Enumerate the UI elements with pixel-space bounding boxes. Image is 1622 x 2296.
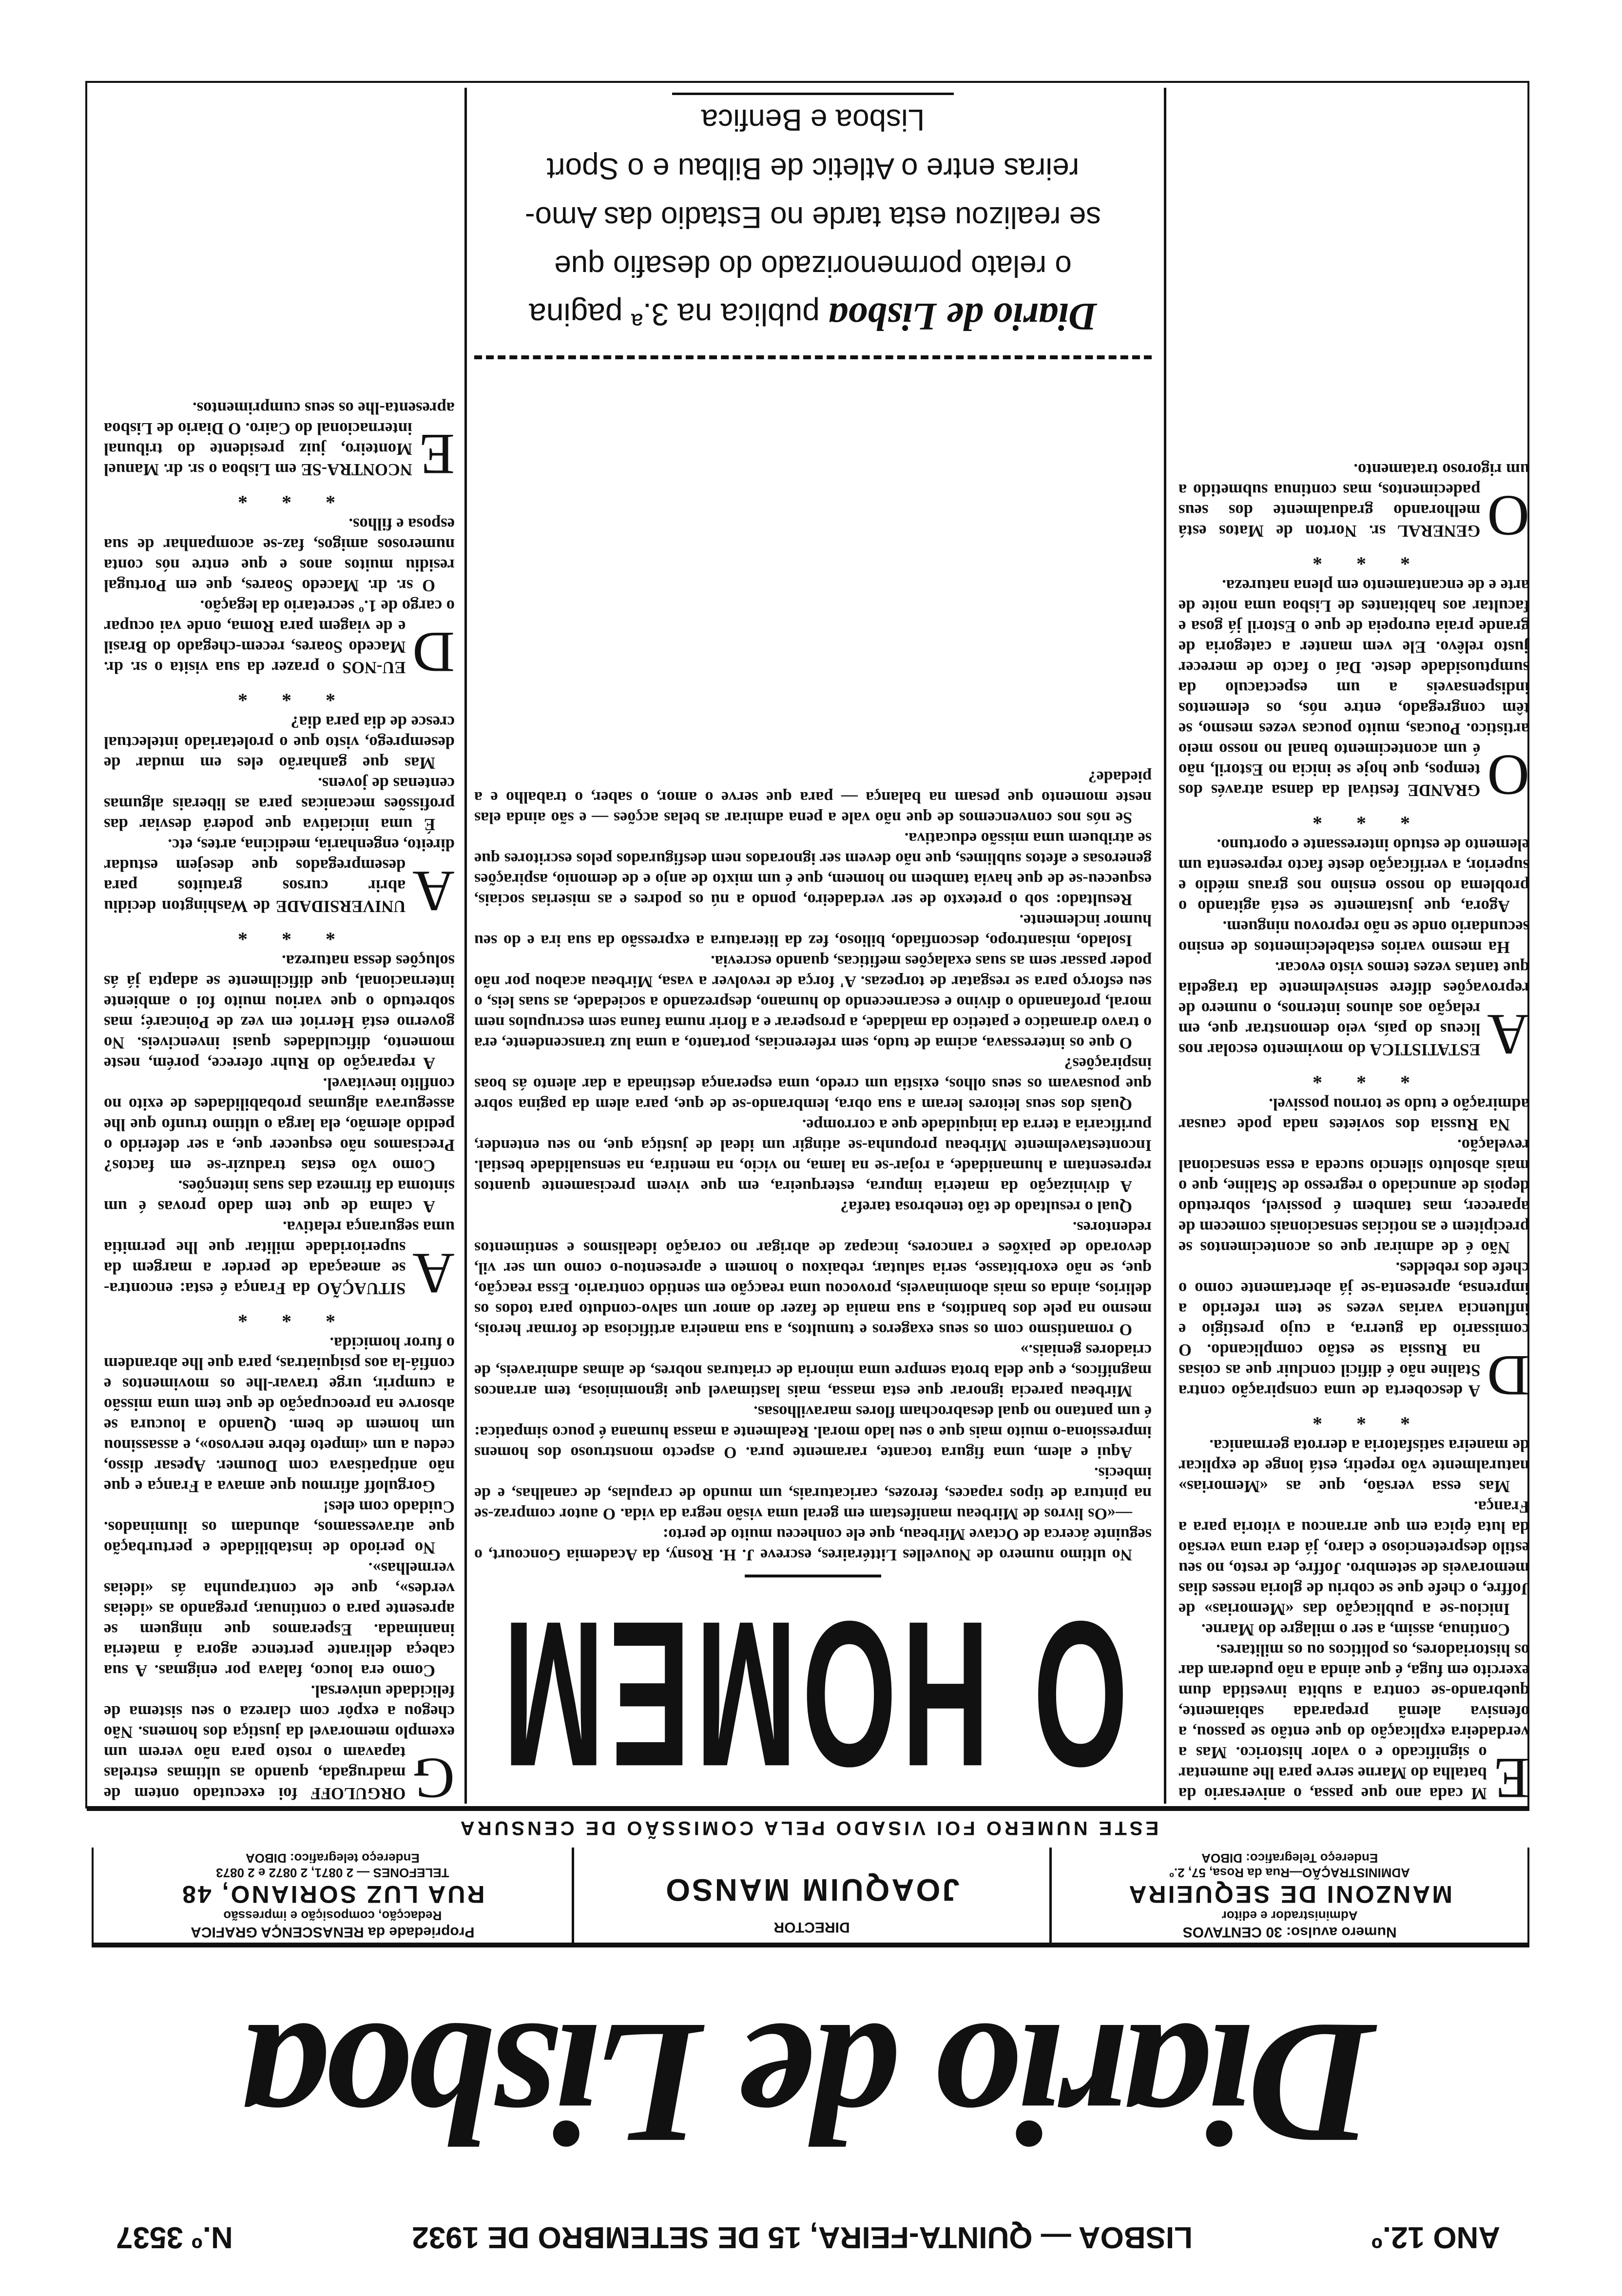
admin-address: ADMINISTRAÇÃO—Rua da Rosa, 57, 2.º [1169, 1866, 1410, 1880]
news-item-paragraph: A reparação do Ruhr oferece, porém, neste momento, dificuldades quasi invenciveis. No governo está Herriot em vez de Poincaré; mas sobretudo o que variou muito foi o ambiente internacional, que dificilmente se adapta já ás soluções dessa natureza. [104, 952, 455, 1072]
price-label: Numero avulso: 30 CENTAVOS [1182, 1924, 1397, 1940]
info-bar [92, 1848, 1529, 1947]
news-item-lead: EM cada ano que passa, o aniversario da batalha do Marne serve para lhe aumentar o significado e o valor historico. Mas a verdadeira explicação do que então se passou, a ofensiva alemã preparada sabiamente, quebrando-se contra a subita investida dum exercito em fuga, é que ainda a não puderam dar os historiadores, os politicos ou os militares. [1178, 1641, 1529, 1811]
sports-section [474, 93, 1152, 359]
telegraph-address: Endereço telegrafico: DIBOA [245, 1851, 420, 1866]
issue-number: N.º 3537 [116, 2220, 233, 2255]
owner-label: Propriedade da RENASCENÇA GRAFICA [191, 1924, 475, 1940]
telegraph-address: Endereço Telegrafico: DIBOA [1201, 1851, 1378, 1866]
info-director [572, 1848, 1050, 1943]
director-name: JOAQUIM MANSO [664, 1872, 960, 1907]
news-item-lead: ASITUAÇÃO da França é esta: encontra-se ameaçada de perder a margem da superioridade militar que lhe permitia uma segurança relativa. [104, 1218, 455, 1306]
sports-line: publica na 3.ª pagina [529, 297, 820, 332]
section-separator: * * * [1298, 1407, 1410, 1429]
column-divider [464, 88, 467, 1804]
article-paragraph: Mirbeau parecia ignorar que esta massa, mais lastimavel que ignominiosa, tem arrancos magnificos, e que dela brota sempre uma minoria de criaturas nobres, de almas admiraveis, de criadores geniais.» [474, 1341, 1152, 1400]
news-item-lead: DA descoberta de uma conspiração contra Staline não é dificil concluir que as coisas na Russia se estão complicando. O comissario da guerra, a cujo prestigio e influencia varias vezes se tem referido a imprensa, apresenta-se já abertamente como o chefe dos rebeldes. [1178, 1259, 1529, 1408]
office-address: RUA LUZ SORIANO, 48 [180, 1881, 485, 1908]
article-paragraph: O romantismo com os seus exageros e tumultos, a sua maneira artificiosa de formar herois, mesmo na pele dos banditos, a sua mania de fazer do amor um salvo-conduto para todos os delirios, ainda os mais abominaveis, provocou uma reacção em sentido contrario. Essa reacção, que, se não exorbitasse, seria salutar, rebaixou o homem e apresentou-o como um ser vil, devorado de paixões e rancores, incapaz de abrigar no coração idealismos e sentimentos redentores. [474, 1218, 1152, 1339]
news-item-paragraph: Como era louco, falava por enigmas. A sua cabeça delirante pertence agora á materia inanimada. Esperamos que ninguem se apresente para o continuar, pregando as «ideias verdes», que ele contrapunha ás «ideias vermelhas». [104, 1559, 455, 1680]
right-column [104, 398, 455, 1811]
masthead-logo: Diario de Lisboa [245, 1987, 1376, 2181]
news-item-paragraph: Como vão estas traduzir-se em factos? Precisamos não esquecer que, a ser deferido o pedido alemão, ela larga o ultimo trunfo que lhe assegurava algumas probabilidades de exito no conflito inevitavel. [104, 1074, 455, 1175]
section-separator: * * * [1298, 547, 1410, 569]
news-item-paragraph: Continua, assim, a ser o milagre do Marne. [1201, 1620, 1510, 1639]
phones-label: TELEFONES — 2 0871, 2 0872 e 2 0873 [216, 1866, 449, 1880]
sports-line: reiras entre o Atletic de Bilbau e o Sport [546, 152, 1080, 185]
article-paragraph: Qual o resultado de tão tenebrosa tarefa? [840, 1198, 1132, 1216]
year-label: ANO 12.º [1371, 2220, 1500, 2255]
headline-text: O HOMEM [498, 1578, 1128, 1810]
article-paragraph: Quais dos seus leitores leram a sua obra, lembrando-se de que, para alem da pagina sobre que pousavam os seus olhos, existia um credo, uma esperança destinada a dar alento ás boas inspirações? [474, 1054, 1152, 1113]
news-item-lead: GORGULOFF foi executado ontem de madrugada, quando as ultimas estrelas tapavam o rosto para não verem um exemplo memoravel da justiça dos homens. Não chegou a expôr com clareza o seu sistema de felicidade universal. [104, 1682, 455, 1811]
section-separator: * * * [1298, 807, 1410, 829]
news-item-paragraph: Não é de admirar que os acontecimentos se precipitem e as noticias sensacionais comecem de aparecer, mas tambem é possivel, sobretudo depois de anunciado o regresso de Staline, que o mais absoluto silencio suceda a essa sensacional revelação. [1178, 1136, 1529, 1257]
news-item-paragraph: Gorguloff afirmou que amava a França e que não antipatisava com Doumer. Apesar disso, cedeu a um «impeto febre nervoso», e assassinou um homem de bem. Quando a loucura se absorve na preocupação de que tem uma missão a cumprir, urge travar-lhe os movimentos e confiá-la aos psiquiatras, para que lhe abrandem o furor homicida. [104, 1334, 455, 1496]
article-paragraph: Aqui e alem, uma figura tocante, raramente pura. O aspecto monstruoso dos homens impressiona-o muito mais que o seu lado moral. Realmente a massa humana é pouco simpatica: é um pantano no qual desabrocham flores maravilhosas. [474, 1402, 1152, 1461]
sports-line: Lisboa e Benfica [672, 93, 954, 144]
news-item-paragraph: Iniciou-se a publicação das «Memorias» de Joffre, o chefe que se cobriu de gloria nesses dias memoraveis de setembro. Joffre, de resto, no seu estilo despretencioso e claro, já dera uma versão da luta épica em que arrancou a vitoria para a França. [1178, 1498, 1529, 1618]
news-item-lead: AUNIVERSIDADE de Washington decidiu abrir cursos gratuitos para desempregados que desejem estudar direito, engenharia, medicina, artes, etc. [104, 836, 455, 924]
sports-line: se realizou esta tarde no Estadio das Amo- [524, 200, 1101, 234]
center-column [474, 88, 1152, 1810]
section-separator: * * * [223, 684, 335, 706]
sports-line: o relato pormenorizado do desafio que [554, 249, 1072, 283]
news-item-lead: OGENERAL sr. Norton de Matos está melhorando gradualmente dos seus padecimentos, mas continua submetido a um rigoroso tratamento. [1178, 460, 1529, 548]
news-item-lead: ENCONTRA-SE em Lisboa o sr. dr. Manuel Monteiro, juiz presidente do tribunal internacional do Cairo. O Diario de Lisboa apresenta-lhe os seus cumprimentos. [104, 399, 455, 487]
news-item-paragraph: No periodo de instabilidade e perturbação que atravessamos, abundam os iluminados. Cuidado com eles! [104, 1498, 455, 1557]
news-item-lead: AESTATISTICA do movimento escolar nos liceus do país, veio demonstrar que, em relação aos alunos internos, o numero de reprovações difere sensivelmente da tragedia que tantas vezes temos visto evocar. [1178, 958, 1529, 1067]
news-item-paragraph: Mas que ganharão eles em mudar de desemprego, visto que o proletariado intelectual cresce de dia para dia? [104, 713, 455, 772]
info-administration [1049, 1848, 1527, 1943]
article-paragraph: O que os interessava, acima de tudo, sem referencias, portanto, a uma luz transcendente, era o travo dramatico e patetico da maldade, a prosperar e a florir numa fauna sem escrupulos nem moral, profanando o divino e escarnecendo do humano, desprezando a sociedade, as suas leis, o seu esforço para se resgatar de torpezas. A' força de revolver a vasa, Mirbeau acabou por não poder passar sem as suas exalações mefiticas, quando escrevia. [474, 952, 1152, 1052]
services-label: Redacção, composição e impressão [223, 1908, 442, 1923]
news-item-paragraph: O sr. dr. Macedo Soares, que em Portugal residiu muitos anos e que entre nós conta numerosos amigos, faz-se acompanhar de sua esposa e filhos. [104, 515, 455, 595]
section-separator: * * * [1298, 1066, 1410, 1088]
left-column [1178, 459, 1529, 1811]
news-item-lead: OGRANDE festival da dansa através dos tempos, que hoje se inicia no Estoril, não é um acontecimento banal no nosso meio artistico. Poucas, muito poucas vezes mesmo, se têm congregado, entre nós, os elementos indispensaveis a um espectaculo da sumptuosidade deste. Daí o facto de merecer justo relêvo. Ele vem manter a categoria de grande praia europeia de que o Estoril já gosa e facultar aos habitantes de Lisboa uma noite de arte e de encantamento em plena natureza. [1178, 576, 1529, 808]
article-paragraph: —«Os livros de Mirbeau manifestam em geral uma visão negra da vida. O autor compraz-se na pintura de tipos rapaces, ferozes, caricaturais, um mundo de crapulas, de canalhas, e de imbecis. [474, 1464, 1152, 1523]
editor-name: MANZONI DE SEQUEIRA [1127, 1881, 1453, 1908]
column-divider [1164, 88, 1166, 1804]
headline [474, 1578, 1152, 1810]
news-item-paragraph: Na Russia dos sovietes nada pode causar admiração e tudo se tornou possivel. [1178, 1095, 1529, 1134]
article-paragraph: Isolado, misantropo, desconfiado, bilioso, fez da literatura a expressão da sua ira e do seu humor inclemente. [474, 911, 1152, 950]
article-paragraph: No ultimo numero de Nouvelles Littéraires, escreve J. H. Rosny, da Academia Goncourt, o seguinte ácerca de Octave Mirbeau, que ele conheceu muito de perto: [474, 1525, 1152, 1564]
article-paragraph: Resultado: sob o pretexto de ser verdadeiro, pondo a nú os podres e as miserias sociais, esqueceu-se de que havia tambem no homem, que é um mixto de anjo e de demonio, aspirações generosas e afetos sublimes, que não devem ser ignorados nem desfigurados pelos escritores que se atribuem uma missão educativa. [474, 829, 1152, 909]
news-item-paragraph: A calma de que tem dado provas é um sintoma da firmeza das suas intenções. [104, 1177, 455, 1216]
section-separator: * * * [223, 1305, 335, 1327]
news-item-paragraph: Mas essa versão, que as «Memorias» naturalmente vão repetir, está longe de explicar de maneira satisfatoria a derrota germanica. [1178, 1436, 1529, 1496]
section-separator: * * * [223, 923, 335, 945]
article-paragraph: Se nós nos convencemos de que não vale a pena admirar as belas acções — e são ainda elas neste momento que pesam na balança — para que serve o amor, o saber, o trabalho e a piedade? [474, 768, 1152, 827]
news-item-paragraph: Ha mesmo varios estabelecimentos de ensino secundario onde se não reprovou ninguem. [1178, 917, 1529, 956]
article-paragraph: A divinização da materia impura, esterqueira, em que vivem precisamente quantos representam a humanidade, a rojar-se na lama, no vicio, na mentira, na sensualidade bestial. Incontestavelmente Mirbeau propunha-se atingir um ideal de justiça que, no seu entender, purificaria a terra da iniquidade que a corrompe. [474, 1116, 1152, 1195]
news-item-lead: DEU-NOS o prazer da sua visita o sr. dr. Macedo Soares, recem-chegado do Brasil e de viagem para Roma, onde vai ocupar o cargo de 1.º secretario da legação. [104, 597, 455, 685]
dashed-divider [474, 355, 1152, 359]
news-item-paragraph: É uma iniciativa que poderá desviar das profissões mecanicas para as liberais algumas centenas de jovens. [104, 774, 455, 834]
brand-logo: Diario de Lisboa [828, 295, 1097, 338]
censorship-notice: ESTE NUMERO FOI VISADO PELA COMISSÃO DE CENSURA [87, 1806, 1529, 1845]
info-ownership [94, 1848, 572, 1943]
headline-rule [745, 1575, 881, 1577]
dateline [116, 2218, 1500, 2257]
director-role: DIRECTOR [773, 1919, 850, 1935]
article-body [474, 766, 1152, 1565]
date-label: LISBOA — QUINTA-FEIRA, 15 DE SETEMBRO DE 1932 [412, 2220, 1193, 2255]
sports-box [474, 93, 1152, 341]
news-item-paragraph: Agora, que justamente se está agitando o problema do nosso ensino nos graus médio e superior, a verificação deste facto representa um elemento de estudo interessante e oportuno. [1178, 836, 1529, 915]
section-separator: * * * [223, 486, 335, 508]
editor-role: Administrador e editor [1221, 1908, 1358, 1923]
